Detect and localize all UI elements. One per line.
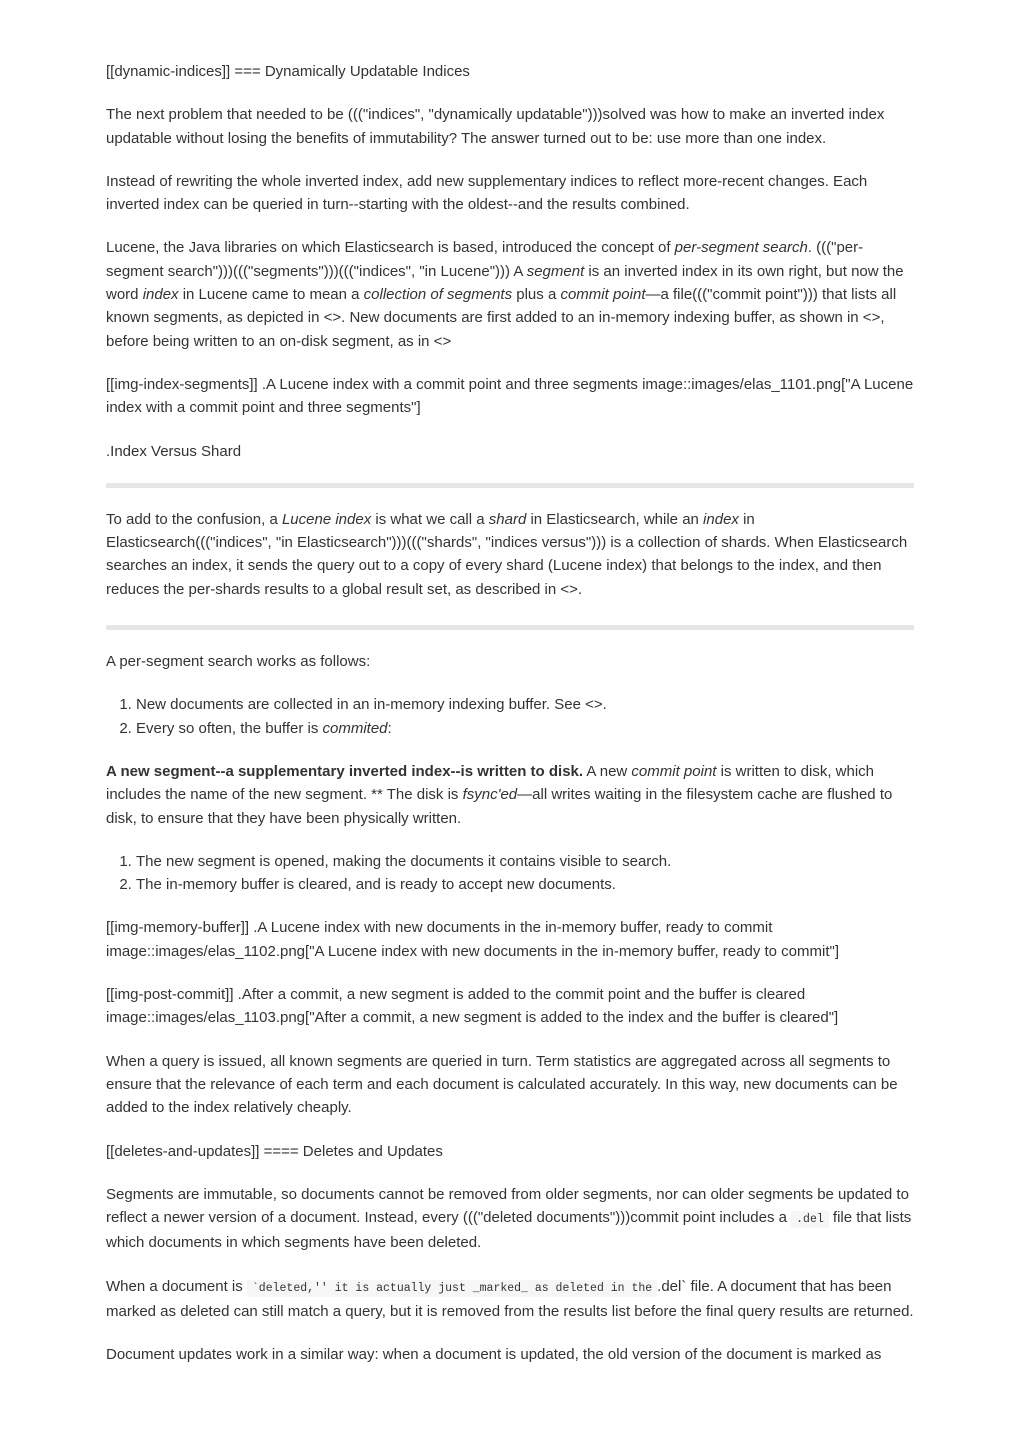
text-run: in Elasticsearch, while an bbox=[526, 510, 704, 528]
text-run: in Lucene came to mean a bbox=[178, 286, 364, 304]
text-run: is an inverted index in its own right, but now the word bbox=[106, 262, 904, 304]
list-item bbox=[136, 850, 914, 873]
text-run: .del` file. A document that has been marked as deleted can still match a query, but it is removed from the results list before the final query results are returned. bbox=[106, 1277, 914, 1320]
paragraph bbox=[106, 760, 914, 830]
ordered-list bbox=[106, 693, 914, 740]
paragraph bbox=[106, 1275, 914, 1324]
text-run: [[img-post-commit]] .After a commit, a new segment is added to the commit point and the buffer is cleared image::images/elas_1103.png["After a commit, a new segment is added to the index and the buffer is cleared"] bbox=[106, 986, 839, 1027]
paragraph bbox=[106, 373, 914, 420]
emphasis-text: commit point bbox=[631, 762, 717, 780]
text-run: in Elasticsearch((("indices", "in Elasticsearch")))((("shards", "indices versus"))) is a collection of shards. When Elasticsearch searches an index, it sends the query out to a copy of every shard (Lucene index) that belongs to the index, and then reduces the per-shards results to a global result set, as described in <>. bbox=[106, 510, 908, 598]
list-item bbox=[136, 873, 914, 896]
emphasis-text: per-segment search bbox=[674, 239, 808, 257]
paragraph bbox=[106, 916, 914, 963]
text-run: [[img-index-segments]] .A Lucene index with a commit point and three segments image::images/elas_1101.png["A Lucene index with a commit point and three segments"] bbox=[106, 375, 914, 417]
text-run: .Index Versus Shard bbox=[106, 442, 242, 460]
text-run: [[dynamic-indices]] === Dynamically Updatable Indices bbox=[106, 63, 470, 80]
paragraph bbox=[106, 236, 914, 352]
paragraph bbox=[106, 650, 914, 673]
text-run: A per-segment search works as follows: bbox=[106, 653, 371, 671]
emphasis-text: fsync'ed bbox=[462, 786, 518, 804]
text-run: is what we call a bbox=[371, 510, 489, 528]
text-run: Instead of rewriting the whole inverted index, add new supplementary indices to reflect more-recent changes. Each inverted index can be queried in turn--starting with the oldest--and the results combined. bbox=[106, 172, 868, 214]
emphasis-text: commit point bbox=[560, 286, 646, 304]
text-run: —all writes waiting in the filesystem cache are flushed to disk, to ensure that they have been physically written. bbox=[106, 786, 893, 827]
list-item bbox=[136, 717, 914, 740]
emphasis-text: segment bbox=[526, 262, 585, 280]
paragraph bbox=[106, 60, 914, 83]
text-run: plus a bbox=[512, 286, 561, 304]
emphasis-text: shard bbox=[488, 510, 527, 528]
text-run: A new bbox=[583, 762, 632, 780]
text-run: —a file((("commit point"))) that lists all known segments, as depicted in <>. New documents are first added to an in-memory indexing buffer, as shown in <>, before being written to an on-disk segment, as in <> bbox=[106, 286, 897, 350]
list-item bbox=[136, 693, 914, 716]
text-run: [[deletes-and-updates]] ==== Deletes and Updates bbox=[106, 1142, 443, 1160]
text-run: Lucene, the Java libraries on which Elasticsearch is based, introduced the concept of bbox=[106, 239, 675, 257]
ordered-list bbox=[106, 850, 914, 897]
paragraph bbox=[106, 440, 914, 463]
emphasis-text: commited bbox=[322, 719, 388, 737]
text-run: When a query is issued, all known segments are queried in turn. Term statistics are aggregated across all segments to ensure that the relevance of each term and each document is calculated accurately. In this way, new documents can be added to the index relatively cheaply. bbox=[106, 1052, 898, 1117]
emphasis-text: index bbox=[142, 286, 179, 304]
paragraph bbox=[106, 103, 914, 150]
text-run: Document updates work in a similar way: when a document is updated, the old version of the document is marked as bbox=[106, 1346, 882, 1364]
text-run: file that lists which documents in which segments have been deleted. bbox=[106, 1209, 912, 1252]
text-run: New documents are collected in an in-memory indexing buffer. See <>. bbox=[136, 696, 607, 714]
inline-code: .del bbox=[791, 1211, 829, 1228]
emphasis-text: index bbox=[703, 510, 739, 528]
text-run: Segments are immutable, so documents cannot be removed from older segments, nor can older segments be updated to reflect a newer version of a document. Instead, every ((("deleted documents")))commit point includes a bbox=[106, 1185, 909, 1227]
emphasis-text: Lucene index bbox=[281, 510, 372, 528]
bold-text: A new segment--a supplementary inverted index--is written to disk. bbox=[106, 762, 584, 780]
text-run: The in-memory buffer is cleared, and is ready to accept new documents. bbox=[136, 876, 616, 894]
text-run: is written to disk, which includes the name of the new segment. ** The disk is bbox=[106, 762, 875, 804]
text-run: : bbox=[387, 719, 392, 737]
inline-code: `deleted,'' it is actually just _marked_ as deleted in the bbox=[247, 1280, 657, 1297]
text-run: When a document is bbox=[106, 1277, 247, 1295]
text-run: The new segment is opened, making the documents it contains visible to search. bbox=[136, 852, 672, 870]
paragraph bbox=[106, 983, 914, 1030]
paragraph bbox=[106, 170, 914, 217]
text-run: To add to the confusion, a bbox=[106, 510, 282, 528]
document-body bbox=[106, 60, 914, 1387]
sidebar-block bbox=[106, 483, 914, 630]
paragraph bbox=[106, 1140, 914, 1163]
paragraph bbox=[106, 1050, 914, 1120]
sidebar-paragraph bbox=[106, 508, 914, 601]
paragraph bbox=[106, 1343, 914, 1366]
text-run: The next problem that needed to be ((("indices", "dynamically updatable")))solved was how to make an inverted index updatable without losing the benefits of immutability? The answer turned out to be: use more than one index. bbox=[106, 106, 885, 147]
emphasis-text: collection of segments bbox=[363, 286, 513, 304]
text-run: Every so often, the buffer is bbox=[136, 719, 323, 737]
paragraph bbox=[106, 1183, 914, 1255]
text-run: . ((("per-segment search")))((("segments")))((("indices", "in Lucene"))) A bbox=[106, 239, 864, 280]
text-run: [[img-memory-buffer]] .A Lucene index with new documents in the in-memory buffer, ready to commit image::images/elas_1102.png["A Lucene index with new documents in the in-memory buffer, ready to commit"] bbox=[106, 919, 839, 960]
